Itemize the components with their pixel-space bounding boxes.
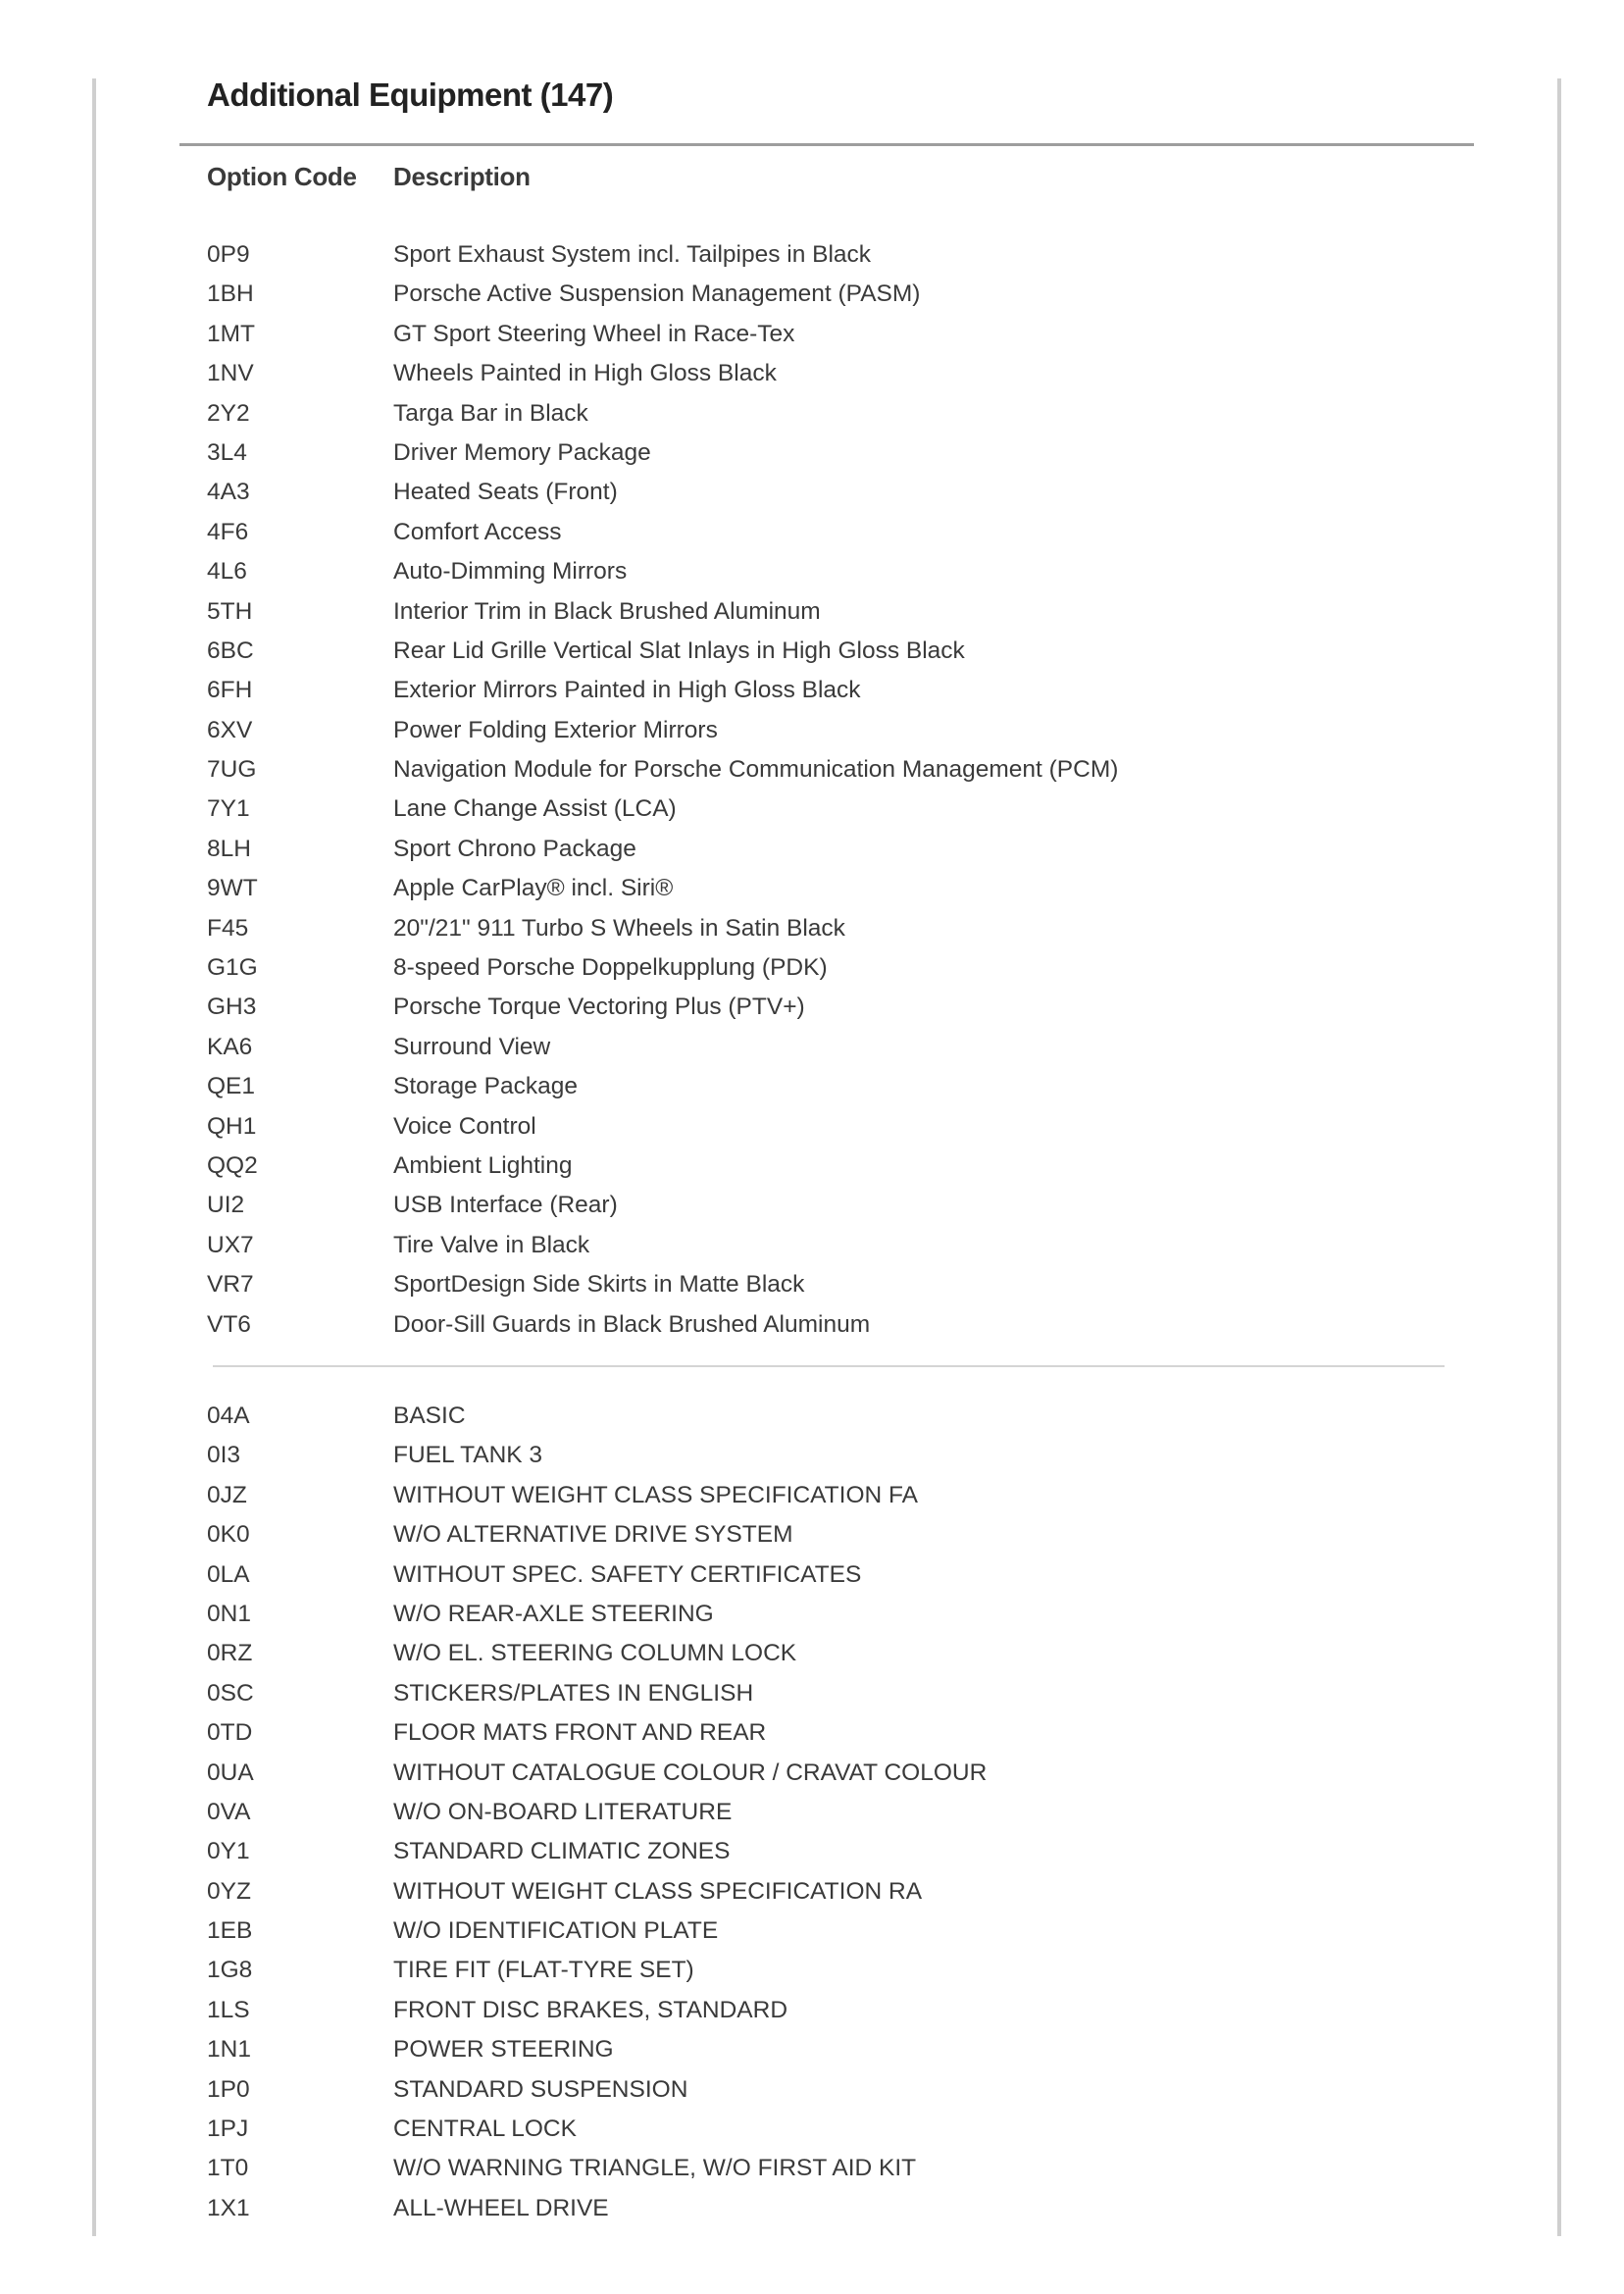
option-description: 20"/21" 911 Turbo S Wheels in Satin Black [393, 914, 845, 942]
option-description: 8-speed Porsche Doppelkupplung (PDK) [393, 954, 828, 982]
option-code: 0SC [207, 1679, 254, 1707]
option-code: 1BH [207, 280, 254, 308]
option-description: Targa Bar in Black [393, 399, 588, 427]
option-description: Sport Chrono Package [393, 835, 636, 862]
option-code: 1NV [207, 360, 254, 387]
option-code: VT6 [207, 1310, 251, 1338]
option-description: WITHOUT WEIGHT CLASS SPECIFICATION FA [393, 1481, 918, 1508]
option-code: 6BC [207, 637, 254, 664]
option-code: 1G8 [207, 1957, 253, 1984]
option-description: WITHOUT CATALOGUE COLOUR / CRAVAT COLOUR [393, 1759, 988, 1786]
option-description: POWER STEERING [393, 2036, 614, 2064]
option-code: 3L4 [207, 438, 247, 466]
option-code: 2Y2 [207, 399, 250, 427]
option-description: Ambient Lighting [393, 1151, 573, 1179]
option-description: W/O REAR-AXLE STEERING [393, 1600, 714, 1627]
option-code: 9WT [207, 875, 258, 902]
page-border-left [92, 78, 96, 2236]
option-code: 5TH [207, 597, 253, 625]
option-description: Porsche Torque Vectoring Plus (PTV+) [393, 994, 805, 1021]
option-description: STANDARD CLIMATIC ZONES [393, 1838, 731, 1865]
option-code: 0N1 [207, 1600, 251, 1627]
title-divider [179, 143, 1474, 146]
option-description: Apple CarPlay® incl. Siri® [393, 875, 674, 902]
option-description: W/O ON-BOARD LITERATURE [393, 1798, 733, 1825]
option-code: 0VA [207, 1798, 251, 1825]
option-code: 7Y1 [207, 795, 250, 823]
option-description: FUEL TANK 3 [393, 1442, 543, 1469]
option-description: CENTRAL LOCK [393, 2116, 577, 2143]
section-divider [213, 1365, 1445, 1367]
option-description: Surround View [393, 1033, 551, 1060]
page-title: Additional Equipment (147) [207, 76, 614, 113]
option-code: 1P0 [207, 2075, 250, 2103]
option-description: FRONT DISC BRAKES, STANDARD [393, 1996, 788, 2023]
option-code: 04A [207, 1402, 250, 1429]
option-description: Comfort Access [393, 518, 562, 545]
option-code: KA6 [207, 1033, 253, 1060]
option-description: SportDesign Side Skirts in Matte Black [393, 1271, 805, 1299]
option-description: BASIC [393, 1402, 466, 1429]
column-header-description: Description [393, 162, 531, 191]
option-code: F45 [207, 914, 249, 942]
option-description: STICKERS/PLATES IN ENGLISH [393, 1679, 754, 1707]
option-code: 4L6 [207, 558, 247, 586]
option-description: W/O ALTERNATIVE DRIVE SYSTEM [393, 1521, 793, 1549]
option-code: 4A3 [207, 479, 250, 506]
option-code: 0Y1 [207, 1838, 250, 1865]
option-description: Driver Memory Package [393, 438, 651, 466]
option-code: 0RZ [207, 1640, 253, 1667]
option-description: Lane Change Assist (LCA) [393, 795, 677, 823]
option-code: QQ2 [207, 1151, 258, 1179]
option-description: WITHOUT WEIGHT CLASS SPECIFICATION RA [393, 1877, 923, 1905]
option-code: QE1 [207, 1073, 256, 1100]
option-code: 8LH [207, 835, 251, 862]
option-code: 1MT [207, 320, 255, 347]
option-description: USB Interface (Rear) [393, 1192, 618, 1219]
option-code: 4F6 [207, 518, 249, 545]
option-description: Tire Valve in Black [393, 1231, 590, 1258]
option-code: 0JZ [207, 1481, 247, 1508]
option-code: UI2 [207, 1192, 245, 1219]
option-code: 6FH [207, 677, 253, 704]
option-description: Rear Lid Grille Vertical Slat Inlays in High Gloss Black [393, 637, 965, 664]
option-code: 0I3 [207, 1442, 241, 1469]
option-code: 1T0 [207, 2155, 249, 2182]
option-description: Power Folding Exterior Mirrors [393, 716, 718, 743]
option-description: ALL-WHEEL DRIVE [393, 2194, 609, 2221]
option-description: Wheels Painted in High Gloss Black [393, 360, 777, 387]
option-description: GT Sport Steering Wheel in Race-Tex [393, 320, 795, 347]
column-header-option-code: Option Code [207, 162, 357, 191]
option-code: 1EB [207, 1917, 253, 1945]
option-description: Voice Control [393, 1112, 536, 1140]
option-description: W/O WARNING TRIANGLE, W/O FIRST AID KIT [393, 2155, 917, 2182]
option-description: Door-Sill Guards in Black Brushed Aluminum [393, 1310, 871, 1338]
option-code: QH1 [207, 1112, 257, 1140]
option-description: Exterior Mirrors Painted in High Gloss Black [393, 677, 861, 704]
option-description: Sport Exhaust System incl. Tailpipes in Black [393, 241, 872, 268]
option-code: 0YZ [207, 1877, 251, 1905]
option-code: 7UG [207, 756, 257, 784]
option-description: Interior Trim in Black Brushed Aluminum [393, 597, 821, 625]
option-code: 6XV [207, 716, 253, 743]
option-code: G1G [207, 954, 258, 982]
option-code: 0UA [207, 1759, 254, 1786]
option-code: UX7 [207, 1231, 254, 1258]
option-code: VR7 [207, 1271, 254, 1299]
option-code: 1PJ [207, 2116, 249, 2143]
page-border-right [1557, 78, 1561, 2236]
option-code: GH3 [207, 994, 257, 1021]
option-description: WITHOUT SPEC. SAFETY CERTIFICATES [393, 1560, 862, 1588]
option-description: W/O EL. STEERING COLUMN LOCK [393, 1640, 797, 1667]
option-code: 1N1 [207, 2036, 251, 2064]
option-description: TIRE FIT (FLAT-TYRE SET) [393, 1957, 694, 1984]
option-code: 0K0 [207, 1521, 250, 1549]
option-description: Porsche Active Suspension Management (PASM) [393, 280, 921, 308]
option-description: W/O IDENTIFICATION PLATE [393, 1917, 719, 1945]
option-code: 1LS [207, 1996, 250, 2023]
option-code: 1X1 [207, 2194, 250, 2221]
option-description: Heated Seats (Front) [393, 479, 618, 506]
option-description: Storage Package [393, 1073, 578, 1100]
option-code: 0LA [207, 1560, 250, 1588]
option-code: 0TD [207, 1719, 253, 1747]
option-description: STANDARD SUSPENSION [393, 2075, 688, 2103]
option-description: FLOOR MATS FRONT AND REAR [393, 1719, 767, 1747]
option-description: Auto-Dimming Mirrors [393, 558, 628, 586]
option-description: Navigation Module for Porsche Communication Management (PCM) [393, 756, 1119, 784]
option-code: 0P9 [207, 241, 250, 268]
